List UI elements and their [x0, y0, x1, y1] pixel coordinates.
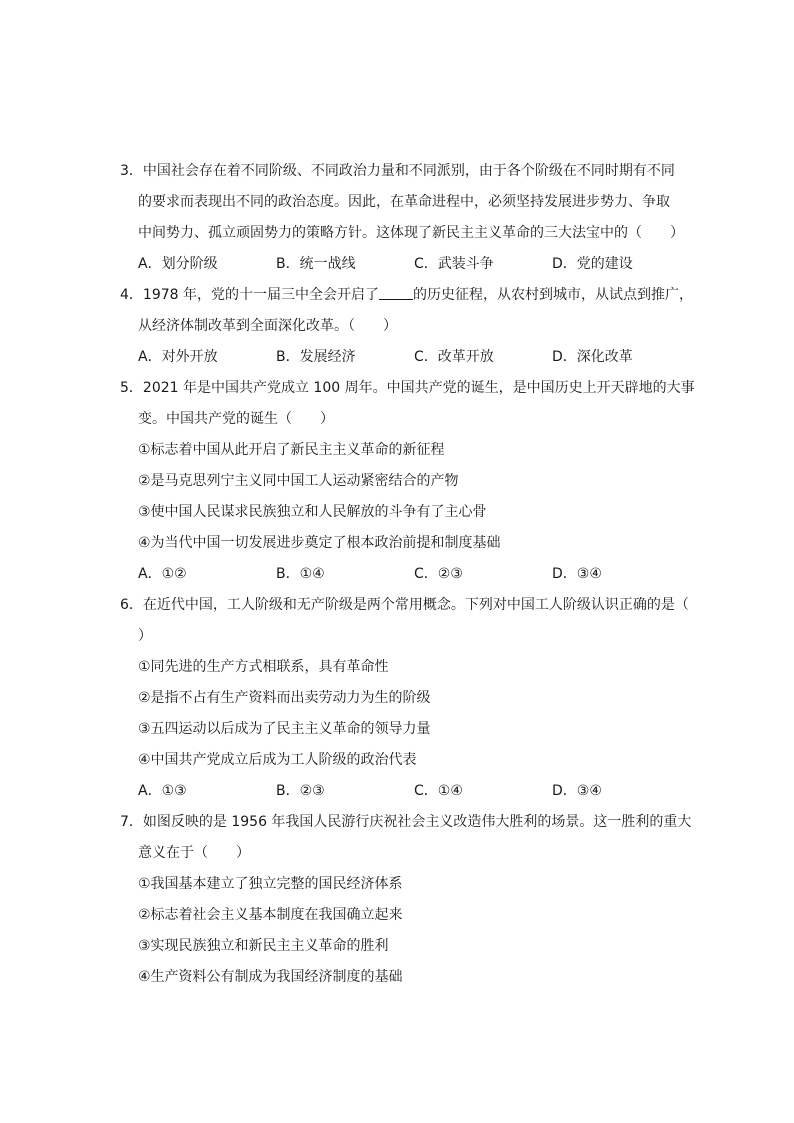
option-c[interactable]: C．武装斗争 [414, 256, 494, 272]
option-d[interactable]: D．③④ [552, 566, 602, 582]
stem-text-after-blank: 的历史征程，从农村到城市，从试点到推广， [413, 287, 693, 303]
question-stem-line: ） [138, 628, 152, 644]
question-6 [120, 590, 689, 807]
stem-text-before-blank: 4．1978 年，党的十一届三中全会开启了 [120, 287, 379, 303]
option-c[interactable]: C．②③ [414, 566, 463, 582]
statement-item: ①标志着中国从此开启了新民主主义革命的新征程 [138, 442, 445, 458]
statement-item: ②是马克思列宁主义同中国工人运动紧密结合的产物 [138, 473, 459, 489]
question-stem-line: 3．中国社会存在着不同阶级、不同政治力量和不同派别，由于各个阶级在不同时期有不同 [120, 163, 675, 179]
question-stem-line: 从经济体制改革到全面深化改革。（ ） [138, 318, 397, 334]
statement-item: ③实现民族独立和新民主主义革命的胜利 [138, 938, 389, 954]
question-stem-line: 变。中国共产党的诞生（ ） [138, 411, 334, 427]
statement-item: ②是指不占有生产资料而出卖劳动力为生的阶级 [138, 690, 431, 706]
option-b[interactable]: B．①④ [276, 566, 325, 582]
option-a[interactable]: A．划分阶级 [138, 256, 218, 272]
answer-options [120, 776, 680, 807]
statement-item: ①我国基本建立了独立完整的国民经济体系 [138, 876, 403, 892]
question-4 [120, 280, 693, 373]
option-b[interactable]: B．②③ [276, 783, 325, 799]
question-stem-line: 6．在近代中国，工人阶级和无产阶级是两个常用概念。下列对中国工人阶级认识正确的是（ [120, 597, 689, 613]
option-c[interactable]: C．改革开放 [414, 349, 494, 365]
statement-item: ①同先进的生产方式相联系，具有革命性 [138, 659, 389, 675]
exam-page [120, 156, 695, 993]
answer-options [120, 249, 680, 280]
question-stem-line: 的要求而表现出不同的政治态度。因此，在革命进程中，必须坚持发展进步势力、争取 [138, 194, 670, 210]
statement-item: ④中国共产党成立后成为工人阶级的政治代表 [138, 752, 417, 768]
statement-item: ③五四运动以后成为了民主主义革命的领导力量 [138, 721, 431, 737]
statement-item: ②标志着社会主义基本制度在我国确立起来 [138, 907, 403, 923]
statement-item: ④为当代中国一切发展进步奠定了根本政治前提和制度基础 [138, 535, 501, 551]
option-d[interactable]: D．党的建设 [552, 256, 633, 272]
option-c[interactable]: C．①④ [414, 783, 463, 799]
question-5 [120, 373, 695, 590]
option-a[interactable]: A．①③ [138, 783, 187, 799]
statement-item: ③使中国人民谋求民族独立和人民解放的斗争有了主心骨 [138, 504, 487, 520]
question-3 [120, 156, 684, 280]
question-stem-line [120, 280, 693, 311]
question-stem-line: 中间势力、孤立顽固势力的策略方针。这体现了新民主主义革命的三大法宝中的（ ） [138, 225, 684, 241]
question-stem-line: 7．如图反映的是 1956 年我国人民游行庆祝社会主义改造伟大胜利的场景。这一胜利的重大 [120, 814, 692, 830]
option-b[interactable]: B．发展经济 [276, 349, 356, 365]
question-7 [120, 807, 692, 993]
answer-options [120, 342, 680, 373]
option-d[interactable]: D．深化改革 [552, 349, 633, 365]
answer-options [120, 559, 680, 590]
statement-item: ④生产资料公有制成为我国经济制度的基础 [138, 969, 403, 985]
fill-in-blank [379, 285, 413, 300]
option-d[interactable]: D．③④ [552, 783, 602, 799]
option-b[interactable]: B．统一战线 [276, 256, 356, 272]
question-stem-line: 5．2021 年是中国共产党成立 100 周年。中国共产党的诞生，是中国历史上开天辟地的大事 [120, 380, 695, 396]
option-a[interactable]: A．①② [138, 566, 187, 582]
question-stem-line: 意义在于（ ） [138, 845, 250, 861]
option-a[interactable]: A．对外开放 [138, 349, 218, 365]
